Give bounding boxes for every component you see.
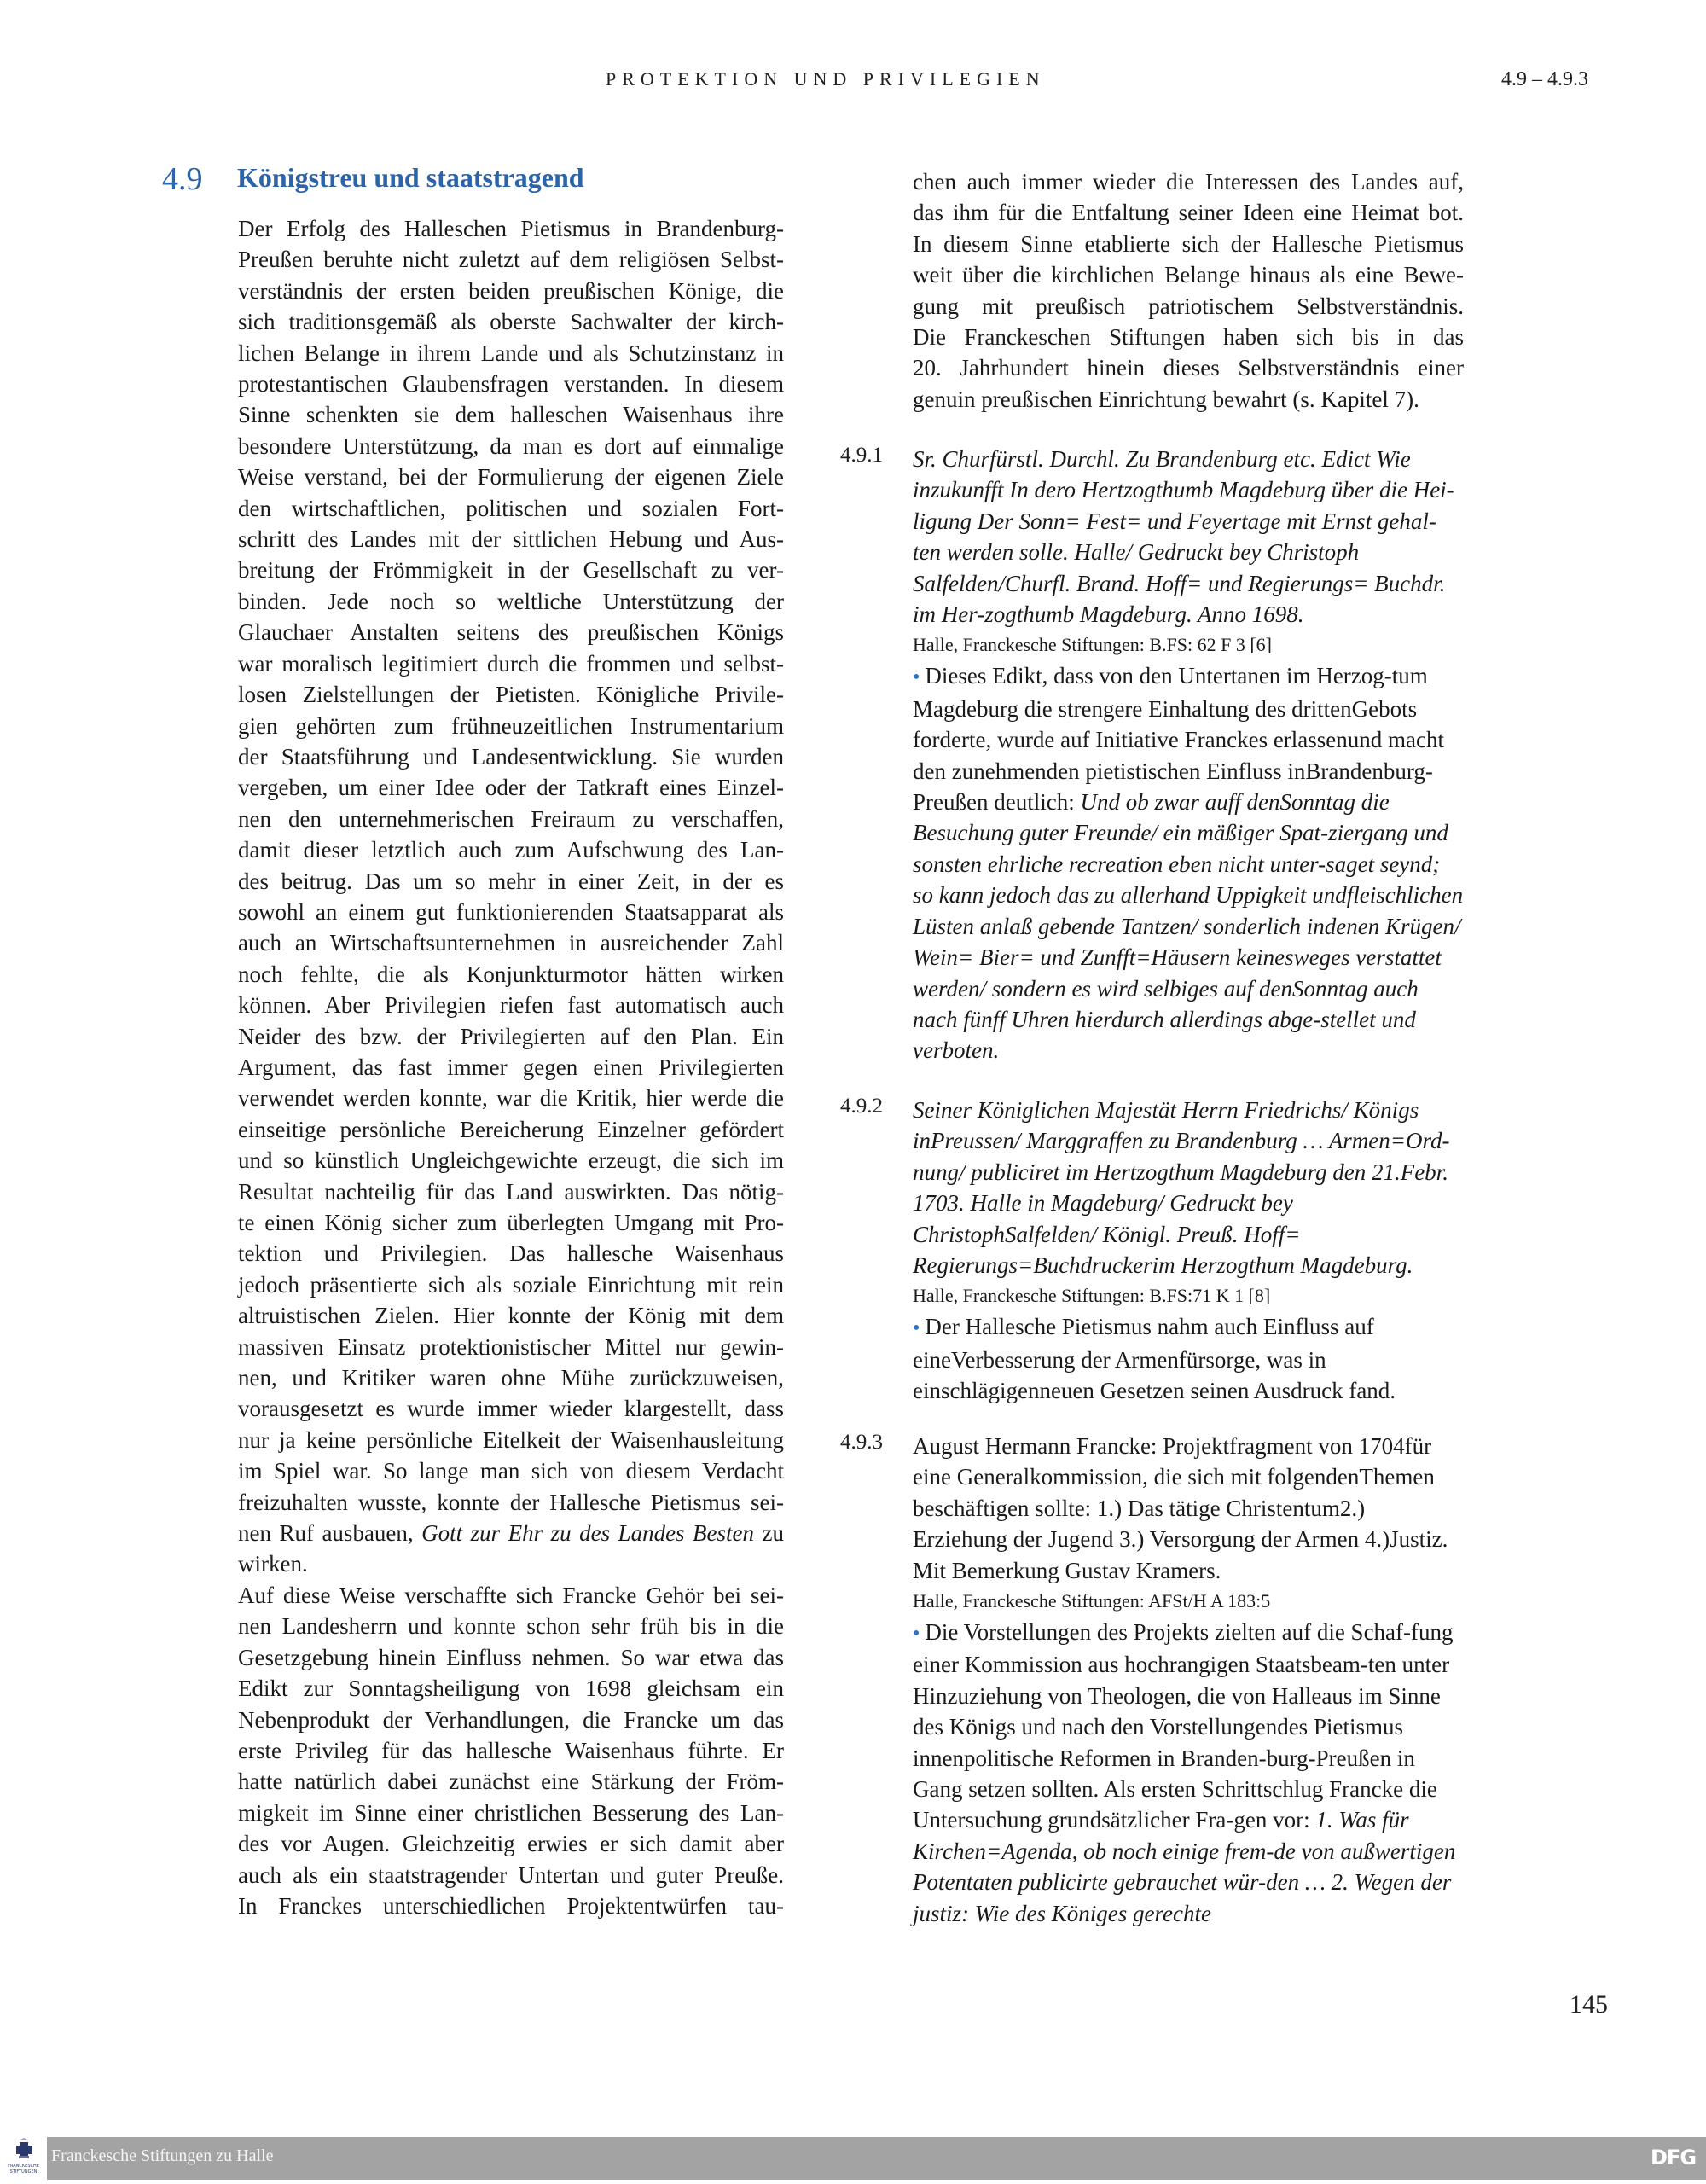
item-title-line: 2.) Erziehung der Jugend 3.) Versorgung der Armen 4.): [913, 1495, 1390, 1553]
text-line: nur ja keine persönliche Eitelkeit der Waisenhausleitung: [238, 1426, 784, 1453]
text-line: Nebenprodukt der Verhandlungen, die Francke um das: [238, 1706, 784, 1733]
text-line: des beitrug. Das um so mehr in einer Zeit, in der es: [238, 868, 784, 894]
text-line: Resultat nachteilig für das Land auswirkten. Das nötig-: [238, 1178, 784, 1205]
item-description-line: des Pietismus innenpolitische Reformen in Branden-: [913, 1714, 1403, 1771]
item-description-line: Gebots forderte, wurde auf Initiative Franckes erlassen: [913, 695, 1418, 753]
item-description-line: tum Magdeburg die strengere Einhaltung des dritten: [913, 663, 1428, 722]
item-source: Halle, Franckesche Stiftungen: B.FS:71 K 1 [8]: [913, 1285, 1271, 1307]
right-column: [913, 166, 1464, 415]
item-title-line: für eine Generalkommission, die sich mit folgenden: [913, 1433, 1432, 1490]
footer-logo[interactable]: [0, 2137, 47, 2180]
text-line: genuin preußischen Einrichtung bewahrt (s. Kapitel 7).: [913, 386, 1419, 412]
item-quote-line: de von außwertigen Potentaten publicirte gebrauchet wür-: [913, 1838, 1456, 1896]
text-line: Edikt zur Sonntagsheiligung von 1698 gleichsam ein: [238, 1676, 784, 1702]
text-line: jedoch präsentierte sich als soziale Einrichtung mit rein: [238, 1271, 784, 1298]
item-quote-line: fleischlichen Lüsten anlaß gebende Tantzen/ sonderlich in: [913, 882, 1464, 939]
item-title-line: nung/ publiciret im Hertzogthum Magdeburg den 21.: [913, 1159, 1401, 1185]
item-description-line: neuen Gesetzen seinen Ausdruck fand.: [1039, 1378, 1396, 1404]
item-description-line: • Der Hallesche Pietismus nahm auch Einfluss auf eine: [913, 1314, 1374, 1373]
bullet-icon: •: [913, 666, 926, 689]
item-description-line: • Die Vorstellungen des Projekts zielten auf die Schaf-: [913, 1619, 1412, 1646]
text-line: erste Privileg für das hallesche Waisenhaus führte. Er: [238, 1737, 784, 1763]
item-source: Halle, Franckesche Stiftungen: B.FS: 62 F 3 [6]: [913, 634, 1273, 656]
item-quote-line: Sonntag die Besuchung guter Freunde/ ein mäßiger Spat-: [913, 789, 1390, 846]
text-line: nen, und Kritiker waren ohne Mühe zurückzuweisen,: [238, 1365, 784, 1391]
item-title-line: Themen beschäftigen sollte: 1.) Das tätige Christentum: [913, 1464, 1435, 1521]
item-source: Halle, Franckesche Stiftungen: AFSt/H A 183:5: [913, 1590, 1271, 1612]
text-line: auch an Wirtschaftsunternehmen in ausreichender Zahl: [238, 930, 784, 956]
item-title-line: August Hermann Francke: Projektfragment von 1704: [913, 1433, 1405, 1459]
text-line-motto: nen Ruf ausbauen, Gott zur Ehr zu des Landes Besten zu: [238, 1520, 784, 1547]
text-line: besondere Unterstützung, da man es dort auf einmalige: [238, 433, 784, 459]
item-body: [913, 1431, 1464, 1929]
text-line: gien gehörten zum frühneuzeitlichen Instrumentarium: [238, 712, 784, 739]
text-line: lichen Belange in ihrem Lande und als Schutzinstanz in: [238, 340, 784, 366]
item-description-line: Verbesserung der Armenfürsorge, was in einschlägigen: [913, 1346, 1326, 1404]
bullet-icon: •: [913, 1623, 926, 1646]
logo-caption-2: STIFTUNGEN: [9, 2169, 38, 2175]
text-line: Der Erfolg des Halleschen Pietismus in Brandenburg-: [238, 216, 784, 241]
text-line: Sinne schenkten sie dem halleschen Waisenhaus ihre: [238, 402, 784, 428]
text-line: migkeit im Sinne einer christlichen Besserung des Lan-: [238, 1799, 784, 1826]
text-line: des vor Augen. Gleichzeitig erwies er sich damit aber: [238, 1831, 784, 1857]
text-line: protestantischen Glaubensfragen verstanden. In diesem: [238, 371, 784, 398]
text-line: Gesetzgebung hinein Einfluss nehmen. So war etwa das: [238, 1644, 784, 1670]
text-line: sich traditionsgemäß als oberste Sachwalter der kirch-: [238, 309, 784, 335]
text-line: In Franckes unterschiedlichen Projektentwürfen tau-: [238, 1892, 784, 1919]
text-line: einseitige persönliche Bereicherung Einzelner gefördert: [238, 1116, 784, 1142]
item-quote-line: weges verstattet werden/ sondern es wird selbiges auf den: [913, 944, 1442, 1002]
item-quote-line: ziergang und sonsten ehrliche recreation eben nicht unter-: [913, 820, 1448, 877]
item-body: [913, 444, 1464, 1066]
item-quote-line: den … 2. Wegen der justiz: Wie des Königes gerechte: [913, 1869, 1452, 1926]
text-line: wirken.: [238, 1551, 308, 1577]
text-line: massiven Einsatz protektionistischer Mittel nur gewin-: [238, 1333, 784, 1360]
footer-institution-link[interactable]: Franckesche Stiftungen zu Halle: [51, 2146, 274, 2165]
text-line: hatte natürlich dabei zunächst eine Stärkung der Fröm-: [238, 1769, 784, 1795]
text-line: Neider des bzw. der Privilegierten auf den Plan. Ein: [238, 1023, 784, 1049]
item-description-line: burg-Preußen in Gang setzen sollten. Als ersten Schritt: [913, 1745, 1415, 1803]
left-column: [238, 213, 784, 1921]
text-line: breitung der Frömmigkeit in der Gesellschaft zu ver-: [238, 557, 784, 584]
bullet-icon: •: [913, 1317, 926, 1340]
text-line: nen Landesherrn und konnte schon sehr früh bis in die: [238, 1613, 784, 1640]
section-range: 4.9 – 4.9.3: [1501, 68, 1588, 90]
text-line: altruistischen Zielen. Hier konnte der König mit dem: [238, 1303, 784, 1329]
item-title-line: Febr. 1703. Halle in Magdeburg/ Gedruckt bey Christoph: [913, 1159, 1448, 1247]
text-line: chen auch immer wieder die Interessen des Landes auf,: [913, 169, 1464, 195]
running-head: PROTEKTION UND PRIVILEGIEN: [606, 68, 1046, 90]
text-line: verwendet werden konnte, war die Kritik, hier werde die: [238, 1085, 784, 1112]
text-line: losen Zielstellungen der Pietisten. Königliche Privile-: [238, 682, 784, 708]
text-line: den wirtschaftlichen, politischen und sozialen Fort-: [238, 495, 784, 521]
logo-caption-1: FRANCKESCHE: [8, 2164, 39, 2169]
item-quote-line: Sonntag auch nach fünff Uhren hierdurch allerdings abge-: [913, 975, 1419, 1032]
item-description-line: aus im Sinne des Königs und nach den Vorstellungen: [913, 1682, 1441, 1740]
text-line: im Spiel war. So lange man sich von diesem Verdacht: [238, 1458, 784, 1484]
item-title-line: zogthumb Magdeburg. Anno 1698.: [984, 601, 1304, 628]
text-line: vergeben, um einer Idee oder der Tatkraft eines Einzel-: [238, 775, 784, 801]
item-description-line: und macht den zunehmenden pietistischen Einfluss in: [913, 727, 1445, 784]
item-description-line: gen vor: 1. Was für Kirchen=Agenda, ob noch einige frem-: [913, 1807, 1409, 1864]
text-line: freizuhalten wusste, konnte der Hallesche Pietismus sei-: [238, 1489, 784, 1515]
text-line: gung mit preußisch patriotischem Selbstverständnis.: [913, 293, 1464, 319]
item-body: [913, 1095, 1464, 1407]
text-line: können. Aber Privilegien riefen fast automatisch auch: [238, 992, 784, 1019]
text-line: te einen König sicher zum überlegten Umgang mit Pro-: [238, 1210, 784, 1235]
text-line: der Staatsführung und Landesentwicklung. Sie wurden: [238, 743, 784, 770]
text-line: nen den unternehmerischen Freiraum zu verschaffen,: [238, 805, 784, 832]
text-line: war moralisch legitimiert durch die frommen und selbst-: [238, 650, 784, 677]
item-quote-line: denen Krügen/ Wein= Bier= und Zunfft=Häusern keines: [913, 913, 1461, 971]
text-line: tektion und Privilegien. Das hallesche Waisenhaus: [238, 1240, 784, 1267]
item-title-line: Preussen/ Marggraffen zu Brandenburg … Armen=Ord-: [931, 1128, 1450, 1154]
item-number: 4.9.1: [840, 444, 883, 467]
text-line: sowohl an einem gut funktionierenden Staatsapparat als: [238, 898, 784, 925]
item-title-line: ten werden solle. Halle/ Gedruckt bey Christoph Salfelden/: [913, 539, 1360, 596]
item-quote-line: saget seynd; so kann jedoch das zu allerhand Uppigkeit und: [913, 851, 1441, 909]
text-line: Argument, das fast immer gegen einen Privilegierten: [238, 1054, 784, 1080]
text-line: verständnis der ersten beiden preußischen Könige, die: [238, 277, 784, 304]
item-description-line: Brandenburg-Preußen deutlich: Und ob zwar auff den: [913, 758, 1433, 816]
item-title-line: Sr. Churfürstl. Durchl. Zu Brandenburg etc. Edict Wie in: [913, 446, 1411, 503]
franckesche-stiftungen-logo-icon: [0, 2137, 47, 2180]
section-title: Königstreu und staatstragend: [237, 162, 584, 193]
item-description-line: ten unter Hinzuziehung von Theologen, die von Halle: [913, 1652, 1450, 1709]
text-line: Auf diese Weise verschaffte sich Francke Gehör bei sei-: [238, 1582, 784, 1608]
item-title-line: im Herzogthum Magdeburg.: [1152, 1252, 1413, 1279]
item-quote-line: stellet und verboten.: [913, 1006, 1416, 1064]
text-line: das ihm für die Entfaltung seiner Ideen eine Heimat bot.: [913, 200, 1464, 226]
text-line: binden. Jede noch so weltliche Unterstützung der: [238, 588, 784, 614]
text-line: Die Franckeschen Stiftungen haben sich bis in das: [913, 324, 1464, 351]
item-title-line: Salfelden/ Königl. Preuß. Hoff= Regierungs=Buchdrucker: [913, 1221, 1301, 1279]
text-line: Preußen beruhte nicht zuletzt auf dem religiösen Selbst-: [238, 247, 784, 273]
text-line: noch fehlte, die als Konjunkturmotor hätten wirken: [238, 961, 784, 987]
text-line: weit über die kirchlichen Belange hinaus als eine Bewe-: [913, 262, 1464, 288]
page-number: 145: [1570, 1990, 1608, 2018]
item-number: 4.9.2: [840, 1095, 883, 1118]
text-line: damit dieser letztlich auch zum Aufschwung des Lan-: [238, 837, 784, 863]
item-number: 4.9.3: [840, 1431, 883, 1454]
item-title-line: zukunfft In dero Hertzogthumb Magdeburg über die Hei-: [931, 477, 1454, 503]
text-line: auch als ein staatstragender Untertan und guter Preuße.: [238, 1862, 784, 1888]
section-number: 4.9: [162, 161, 203, 197]
text-line: In diesem Sinne etablierte sich der Hallesche Pietismus: [913, 230, 1464, 257]
item-description-line: • Dieses Edikt, dass von den Untertanen im Herzog-: [913, 663, 1392, 689]
item-title-line: Seiner Königlichen Majestät Herrn Friedrichs/ Königs in: [913, 1097, 1419, 1154]
item-description-line: schlug Francke die Untersuchung grundsätzlicher Fra-: [913, 1776, 1437, 1833]
item-description-line: fung einer Kommission aus hochrangigen Staatsbeam-: [913, 1619, 1454, 1678]
item-title-line: Churfl. Brand. Hoff= und Regierungs= Buchdr. im Her-: [913, 570, 1446, 628]
item-title-line: ligung Der Sonn= Fest= und Feyertage mit Ernst gehal-: [913, 508, 1436, 534]
text-line: und so künstlich Ungleichgewichte erzeugt, die sich im: [238, 1147, 784, 1174]
text-line: 20. Jahrhundert hinein dieses Selbstverständnis einer: [913, 355, 1464, 381]
dfg-logo[interactable]: DFG: [1651, 2146, 1697, 2169]
text-line: Glauchaer Anstalten seitens des preußischen Königs: [238, 619, 784, 646]
text-line: schritt des Landes mit der sittlichen Hebung und Aus-: [238, 526, 784, 553]
text-line: vorausgesetzt es wurde immer wieder klargestellt, dass: [238, 1396, 784, 1422]
text-line: Weise verstand, bei der Formulierung der eigenen Ziele: [238, 464, 784, 491]
item-title-line: Justiz. Mit Bemerkung Gustav Kramers.: [913, 1526, 1448, 1583]
footer-bar: [47, 2137, 1706, 2180]
